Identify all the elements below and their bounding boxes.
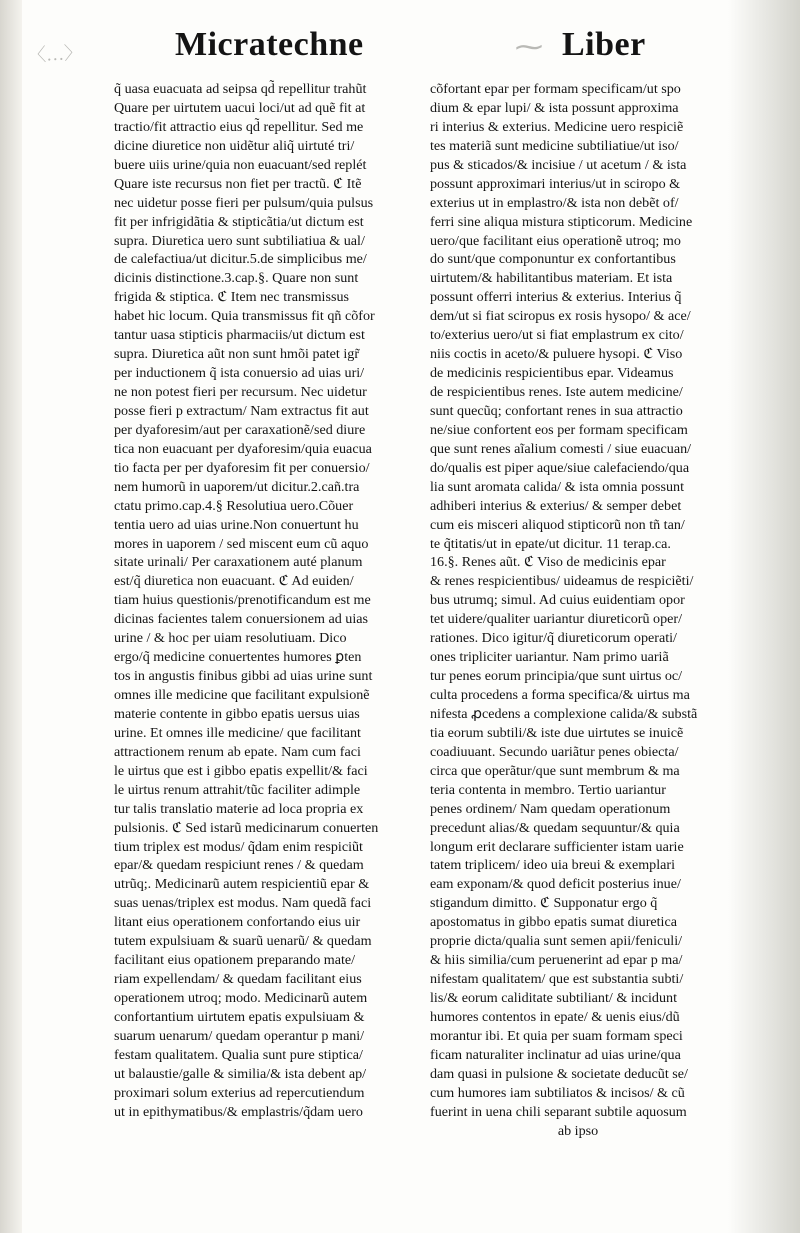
text-line: epar/& quedam respiciunt renes / & quedam [114, 857, 364, 874]
text-line: fuerint in uena chili separant subtile aquosum [430, 1103, 687, 1120]
text-column-right [430, 80, 726, 1141]
text-line: est/q̃ diuretica non euacuant. ℭ Ad euiden/ [114, 573, 354, 590]
text-line: facilitant eius opationem preparando mate/ [114, 952, 356, 969]
text-line: litant eius operationem confortando eius uir [114, 914, 361, 931]
text-line: dam quasi in pulsione & societate deducũt se/ [430, 1065, 688, 1082]
text-line: tentia uero ad uias urine.Non conuertunt hu [114, 516, 359, 533]
text-line: ri interius & exterius. Medicine uero respiciẽ [430, 118, 684, 135]
text-line: uirtutem/& habilitantibus materiam. Et ista [430, 270, 673, 287]
text-line: ut in epithymatibus/& emplastris/q̃dam uero [114, 1103, 363, 1120]
text-line: dem/ut si fiat sciropus ex rosis hysopo/ & ace/ [430, 308, 691, 325]
text-line: tutem expulsiuam & suarũ uenarũ/ & quedam [114, 933, 372, 950]
text-line: cõfortant epar per formam specificam/ut spo [430, 81, 681, 97]
text-line: tractio/fit attractio eius qd̃ repellitur. Sed me [114, 118, 364, 135]
text-line: urine. Et omnes ille medicine/ que facilitant [114, 724, 361, 741]
text-line: le uirtus renum attrahit/tũc faciliter adimple [114, 781, 361, 798]
text-line: nem humorũ in uaporem/ut dicitur.2.cañ.tra [114, 478, 360, 495]
text-line: tet uidere/qualiter uariantur diureticorũ oper/ [430, 611, 683, 628]
text-line: dicinis distinctione.3.cap.§. Quare non sunt [114, 270, 359, 287]
text-line: de medicinis respicientibus epar. Videamus [430, 365, 674, 382]
running-head-left: Micratechne [175, 26, 364, 63]
text-line: ergo/q̃ medicine conuertentes humores ꝑten [114, 649, 362, 666]
text-line: le uirtus que est i gibbo epatis expellit/& faci [114, 762, 368, 779]
text-line: morantur ibi. Et quia per suam formam speci [430, 1027, 683, 1044]
text-line: tio facta per per dyaforesim fit per conuersio/ [114, 459, 370, 476]
text-line: tia eorum subtili/& iste due uirtutes se inuicẽ [430, 724, 684, 741]
text-line: possunt approximari interius/ut in sciropo & [430, 175, 681, 192]
text-line: humores contentos in epate/ & uenis eius/dũ [430, 1008, 680, 1025]
text-line: supra. Diuretica uero sunt subtiliatiua & ual/ [114, 232, 365, 249]
text-line: do sunt/que componuntur ex confortantibus [430, 251, 676, 268]
text-line: ficam naturaliter inclinatur ad uias urine/qua [430, 1046, 681, 1063]
text-line: festam qualitatem. Qualia sunt pure stiptica/ [114, 1046, 363, 1063]
text-line: nifestam qualitatem/ que est substantia subti/ [430, 971, 684, 988]
text-line: culta procedens a forma specifica/& uirtus ma [430, 687, 690, 703]
text-line: precedunt alias/& quedam sequuntur/& quia [430, 819, 680, 836]
text-line: q̃ uasa euacuata ad seipsa qd̃ repellitur trahũt [114, 81, 367, 97]
text-line: tatem triplicem/ ideo uia breui & exemplari [430, 857, 675, 874]
text-line: dicine diuretice non uidẽtur aliq̃ uirtuté tri/ [114, 137, 355, 154]
bleed-through-text: ⁓ [515, 32, 543, 63]
text-line: pulsionis. ℭ Sed istarũ medicinarum conuerten [114, 819, 379, 836]
text-line: eam exponam/& quod deficit posterius inue/ [430, 876, 681, 893]
text-line: ferri sine aliqua mistura stipticorum. Medicine [430, 213, 693, 230]
text-line: ut balaustie/galle & similia/& ista debent ap/ [114, 1065, 367, 1082]
text-line: tur talis translatio materie ad loca propria ex [114, 800, 364, 817]
text-line: uero/que facilitant eius operationẽ utroq; mo [430, 232, 681, 249]
text-line: utrũq;. Medicinarũ autem respicientiũ epar & [114, 876, 370, 893]
text-line: dium & epar lupi/ & ista possunt approxima [430, 99, 679, 116]
text-line: 16.§. Renes aũt. ℭ Viso de medicinis epar [430, 554, 666, 571]
text-line: posse fieri p extractum/ Nam extractus fit aut [114, 402, 369, 419]
text-line: te q̃titatis/ut in epate/ut dicitur. 11 terap.ca. [430, 535, 671, 552]
text-line: possunt offerri interius & exterius. Interius q̃ [430, 289, 682, 306]
text-line: ctatu primo.cap.4.§ Resolutiua uero.Cõuer [114, 497, 354, 514]
text-line: tiam huius questionis/prenotificandum est me [114, 592, 371, 609]
text-line: per inductionem q̃ ista conuersio ad uias uri/ [114, 365, 365, 382]
text-line: attractionem renum ab epate. Nam cum faci [114, 743, 361, 760]
text-line: bus utrumq; simul. Ad cuius euidentiam opor [430, 592, 685, 609]
text-line: mores in uaporem / sed miscent eum cũ aquo [114, 535, 369, 552]
text-line: ab ipso [557, 1122, 599, 1139]
text-line: tium triplex est modus/ q̃dam enim respiciũt [114, 838, 363, 855]
text-column-left [114, 80, 426, 1122]
text-line: tantur uasa stipticis pharmaciis/ut dictum est [114, 327, 365, 344]
text-line: suarum uenarum/ quedam operantur p mani/ [114, 1027, 365, 1044]
text-line: lia sunt aromata calida/ & ista omnia possunt [430, 478, 685, 495]
text-line: ne non potest fieri per recursum. Nec uidetur [114, 384, 367, 400]
text-line: & hiis similia/cum peruenerint ad epar p ma/ [430, 952, 683, 969]
text-line: buere uiis urine/quia non euacuant/sed replét [114, 156, 367, 173]
text-line: penes ordinem/ Nam quedam operationum [430, 800, 671, 817]
text-line: cum humores iam subtiliatos & incisos/ & cũ [430, 1084, 685, 1101]
text-line: urine / & hoc per uiam resolutiuam. Dico [114, 630, 347, 647]
text-line: proprie dicta/qualia sunt semen apii/feniculi/ [430, 933, 683, 950]
text-line: pus & sticados/& incisiue / ut acetum / & ista [430, 156, 687, 173]
text-line: nec uidetur posse fieri per pulsum/quia pulsus [114, 194, 374, 211]
text-line: frigida & stiptica. ℭ Item nec transmissus [114, 289, 349, 306]
text-line: niis coctis in aceto/& puluere hysopi. ℭ Viso [430, 346, 683, 363]
page-gutter [0, 0, 22, 1233]
text-line: cum eis misceri aliquod stipticorũ non tñ tan/ [430, 516, 685, 533]
text-line: proximari solum exterius ad repercutiendum [114, 1084, 365, 1101]
text-line: Quare iste recursus non fiet per tractũ. ℭ Itẽ [114, 175, 362, 192]
bleed-through-text: 〈…〉 [27, 42, 83, 66]
text-line: teria contenta in membro. Tertio uariantur [430, 781, 666, 798]
text-line: exterius ut in emplastro/& ista non debẽt of/ [430, 194, 679, 211]
text-line: dicinas facientes talem conuersionem ad uias [114, 611, 368, 628]
text-line: sitate urinali/ Per caraxationem auté planum [114, 554, 363, 571]
text-line: ones tripliciter uariantur. Nam primo uariã [430, 649, 669, 666]
text-line: apostomatus in gibbo epatis sumat diuretica [430, 914, 677, 931]
text-line: & renes respicientibus/ uideamus de respiciẽti/ [430, 573, 694, 590]
text-line: que sunt renes aĩalium comesti / siue euacuan/ [430, 440, 692, 457]
text-line: fit per infrigidãtia & stipticãtia/ut dictum est [114, 213, 364, 230]
text-line: longum erit declarare sufficienter istam uarie [430, 838, 684, 855]
text-line: stigandum dimitto. ℭ Supponatur ergo q̃ [430, 895, 658, 912]
text-line: omnes ille medicine que facilitant expulsionẽ [114, 687, 370, 703]
text-line: suas uenas/triplex est modus. Nam quedã faci [114, 895, 372, 912]
text-line: coadiuuant. Secundo uariãtur penes obiecta/ [430, 743, 679, 760]
text-line: Quare per uirtutem uacui loci/ut ad quẽ fit at [114, 99, 366, 116]
running-head-right: Liber [562, 26, 646, 63]
text-line: do/qualis est piper aque/siue calefaciendo/qua [430, 459, 690, 476]
text-line: sunt quecũq; confortant renes in sua attractio [430, 402, 683, 419]
text-line: to/exterius uero/ut si fiat emplastrum ex cito/ [430, 327, 684, 344]
text-line: tes materiã sunt medicine subtiliatiue/ut iso/ [430, 137, 679, 154]
text-line: riam expellendam/ & quedam facilitant eius [114, 971, 362, 988]
text-line: nifesta ꝓcedens a complexione calida/& substã [430, 705, 698, 722]
text-line: tos in angustis finibus gibbi ad uias urine sunt [114, 668, 373, 685]
page-right-edge [728, 0, 800, 1233]
text-line: habet hic locum. Quia transmissus fit qñ cõfor [114, 308, 375, 325]
text-line: tur penes eorum principia/que sunt uirtus oc/ [430, 668, 683, 685]
text-line: supra. Diuretica aũt non sunt hmõi patet igr̃ [114, 346, 360, 363]
text-line: rationes. Dico igitur/q̃ diureticorum operati/ [430, 630, 677, 647]
text-line: tica non euacuant per dyaforesim/quia euacua [114, 440, 372, 457]
text-line: circa que operãtur/que sunt membrum & ma [430, 762, 680, 779]
text-line: lis/& eorum caliditate subtiliant/ & incidunt [430, 990, 677, 1006]
text-line: confortantium uirtutem epatis expulsiuam & [114, 1008, 365, 1025]
text-line: de respicientibus renes. Iste autem medicine/ [430, 384, 683, 400]
text-line: adhiberi interius & exterius/ & semper debet [430, 497, 682, 514]
text-line: materie contente in gibbo epatis uersus uias [114, 705, 360, 722]
text-line: de calefactiua/ut dicitur.5.de simplicibus me/ [114, 251, 367, 268]
text-line: operationem utroq; modo. Medicinarũ autem [114, 990, 368, 1006]
text-line: ne/siue confortent eos per formam specificam [430, 421, 688, 438]
text-line: per dyaforesim/aut per caraxationẽ/sed diure [114, 421, 366, 438]
